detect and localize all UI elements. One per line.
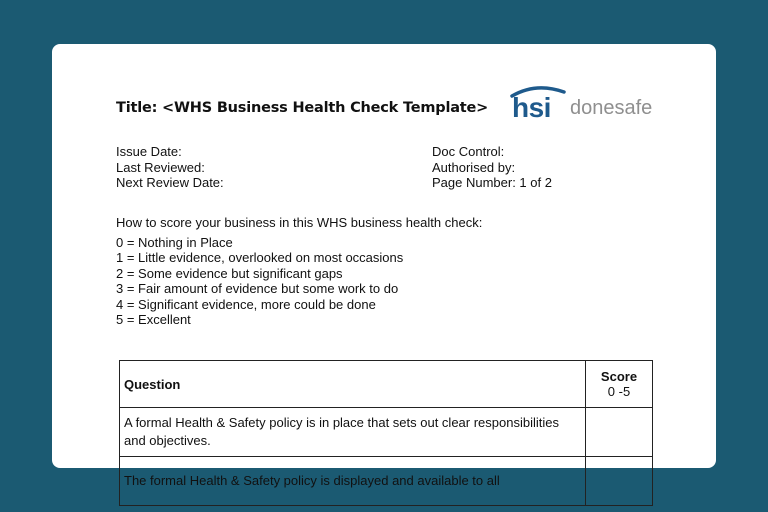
scoring-guide — [116, 215, 482, 328]
scoring-line: 4 = Significant evidence, more could be done — [116, 296, 376, 312]
meta-right — [432, 144, 552, 191]
meta-left — [116, 144, 224, 191]
score-cell[interactable] — [586, 457, 653, 506]
authorised-by-label: Authorised by: — [432, 159, 516, 175]
question-cell: A formal Health & Safety policy is in place that sets out clear responsibilities and objectives. — [120, 408, 586, 457]
question-header: Question — [120, 361, 586, 408]
scoring-line: 0 = Nothing in Place — [116, 234, 233, 250]
scoring-line: 2 = Some evidence but significant gaps — [116, 265, 343, 281]
score-header-cell — [586, 361, 653, 408]
table-row — [120, 457, 653, 506]
next-review-label: Next Review Date: — [116, 175, 224, 190]
table-row — [120, 408, 653, 457]
scoring-intro: How to score your business in this WHS business health check: — [116, 215, 483, 230]
health-check-table — [119, 360, 653, 506]
page-number-label: Page Number: 1 of 2 — [432, 175, 552, 190]
scoring-line: 3 = Fair amount of evidence but some work to do — [116, 281, 399, 296]
score-cell[interactable] — [586, 408, 653, 457]
logo-product: donesafe — [570, 97, 653, 119]
doc-control-label: Doc Control: — [432, 144, 505, 159]
score-header: Score — [600, 369, 638, 384]
scoring-line: 5 = Excellent — [116, 312, 191, 327]
logo-brand: hsi — [512, 92, 551, 123]
question-cell: The formal Health & Safety policy is displayed and available to all — [120, 457, 586, 506]
table-header-row — [120, 361, 653, 408]
issue-date-label: Issue Date: — [116, 144, 182, 159]
last-reviewed-label: Last Reviewed: — [116, 159, 205, 175]
document-page — [52, 44, 716, 488]
document-title: Title: <WHS Business Health Check Template> — [116, 100, 489, 116]
score-range: 0 -5 — [607, 384, 631, 399]
hsi-donesafe-logo — [506, 84, 666, 124]
scoring-line: 1 = Little evidence, overlooked on most occasions — [116, 250, 404, 265]
